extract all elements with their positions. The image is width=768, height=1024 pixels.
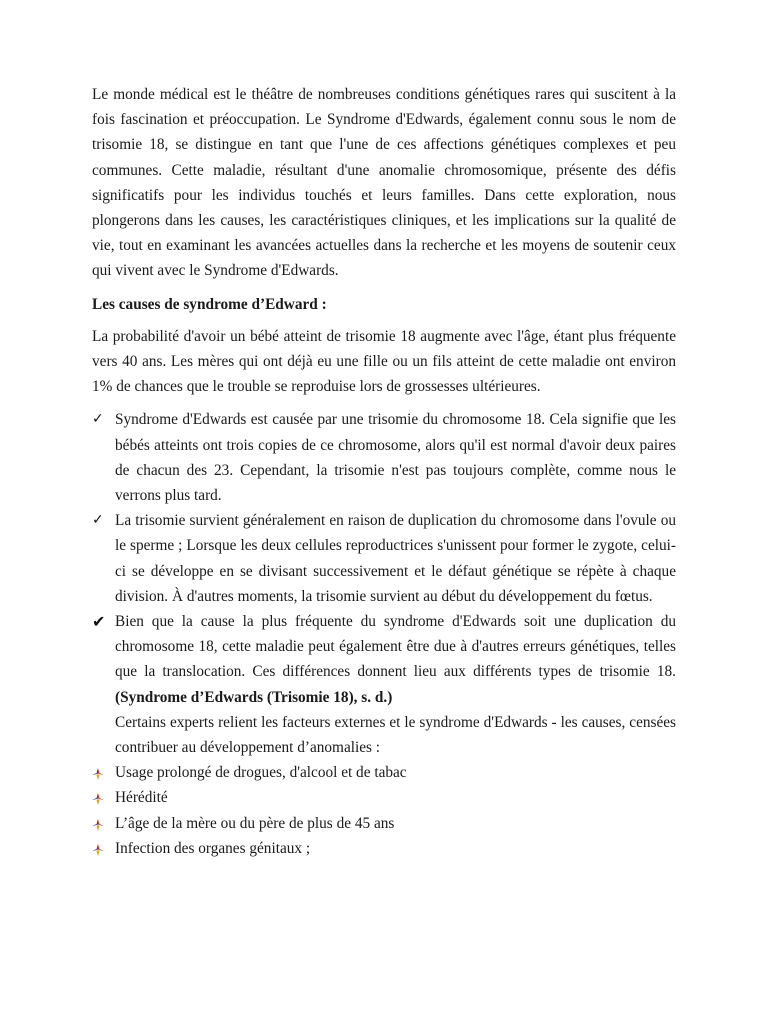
experts-paragraph: Certains experts relient les facteurs externes et le syndrome d'Edwards - les causes, censées contribuer au développement d’anomalies :	[115, 713, 676, 757]
list-item	[92, 785, 676, 810]
check-item	[92, 609, 676, 710]
list-item	[92, 836, 676, 861]
section-heading: Les causes de syndrome d’Edward :	[92, 295, 327, 313]
check-item	[92, 508, 676, 609]
list-item	[92, 811, 676, 836]
diamond-bullet-icon	[92, 793, 104, 805]
risk-factor-list	[92, 760, 676, 861]
intro-paragraph: Le monde médical est le théâtre de nombreuses conditions génétiques rares qui suscitent à la fois fascination et préoccupation. Le Syndrome d'Edwards, également connu sous le nom de trisomie 18, se distingue en tant que l'une de ces affections génétiques complexes et peu communes. Cette maladie, résultant d'une anomalie chromosomique, présente des défis significatifs pour les individus touchés et leurs familles. Dans cette exploration, nous plongerons dans les causes, les caractéristiques cliniques, et les implications sur la qualité de vie, tout en examinant les avancées actuelles dans la recherche et les moyens de soutenir ceux qui vivent avec le Syndrome d'Edwards.	[92, 86, 676, 280]
document-page	[92, 82, 676, 861]
check-item-text: Bien que la cause la plus fréquente du syndrome d'Edwards soit une duplication du chromosome 18, cette maladie peut également être due à d'autres erreurs génétiques, telles que la translocation. Ces différences donnent lieu aux différents types de trisomie 18.	[115, 613, 676, 681]
list-item-text: Infection des organes génitaux ;	[115, 839, 311, 857]
checkmark-icon: ✓	[92, 512, 104, 529]
diamond-bullet-icon	[92, 844, 104, 856]
probability-paragraph: La probabilité d'avoir un bébé atteint de trisomie 18 augmente avec l'âge, étant plus fréquente vers 40 ans. Les mères qui ont déjà eu une fille ou un fils atteint de cette maladie ont environ 1% de chances que le trouble se reproduise lors de grossesses ultérieures.	[92, 327, 676, 396]
list-item	[92, 760, 676, 785]
citation: (Syndrome d’Edwards (Trisomie 18), s. d.)	[115, 688, 393, 706]
heavy-checkmark-icon: ✔	[92, 612, 106, 632]
diamond-bullet-icon	[92, 768, 104, 780]
checkmark-icon: ✓	[92, 411, 104, 428]
list-item-text: Usage prolongé de drogues, d'alcool et de tabac	[115, 764, 407, 782]
check-item-text: Syndrome d'Edwards est causée par une trisomie du chromosome 18. Cela signifie que les bébés atteints ont trois copies de ce chromosome, alors qu'il est normal d'avoir deux paires de chacun des 23. Cependant, la trisomie n'est pas toujours complète, comme nous le verrons plus tard.	[115, 411, 676, 505]
checkmark-list	[92, 407, 676, 709]
check-item	[92, 407, 676, 508]
list-item-text: Hérédité	[115, 789, 168, 807]
diamond-bullet-icon	[92, 819, 104, 831]
check-item-text: La trisomie survient généralement en raison de duplication du chromosome dans l'ovule ou le sperme ; Lorsque les deux cellules reproductrices s'unissent pour former le zygote, celui-ci se développe en se divisant successivement et le défaut génétique se répète à chaque division. À d'autres moments, la trisomie survient au début du développement du fœtus.	[115, 512, 676, 605]
list-item-text: L’âge de la mère ou du père de plus de 45 ans	[115, 814, 395, 832]
